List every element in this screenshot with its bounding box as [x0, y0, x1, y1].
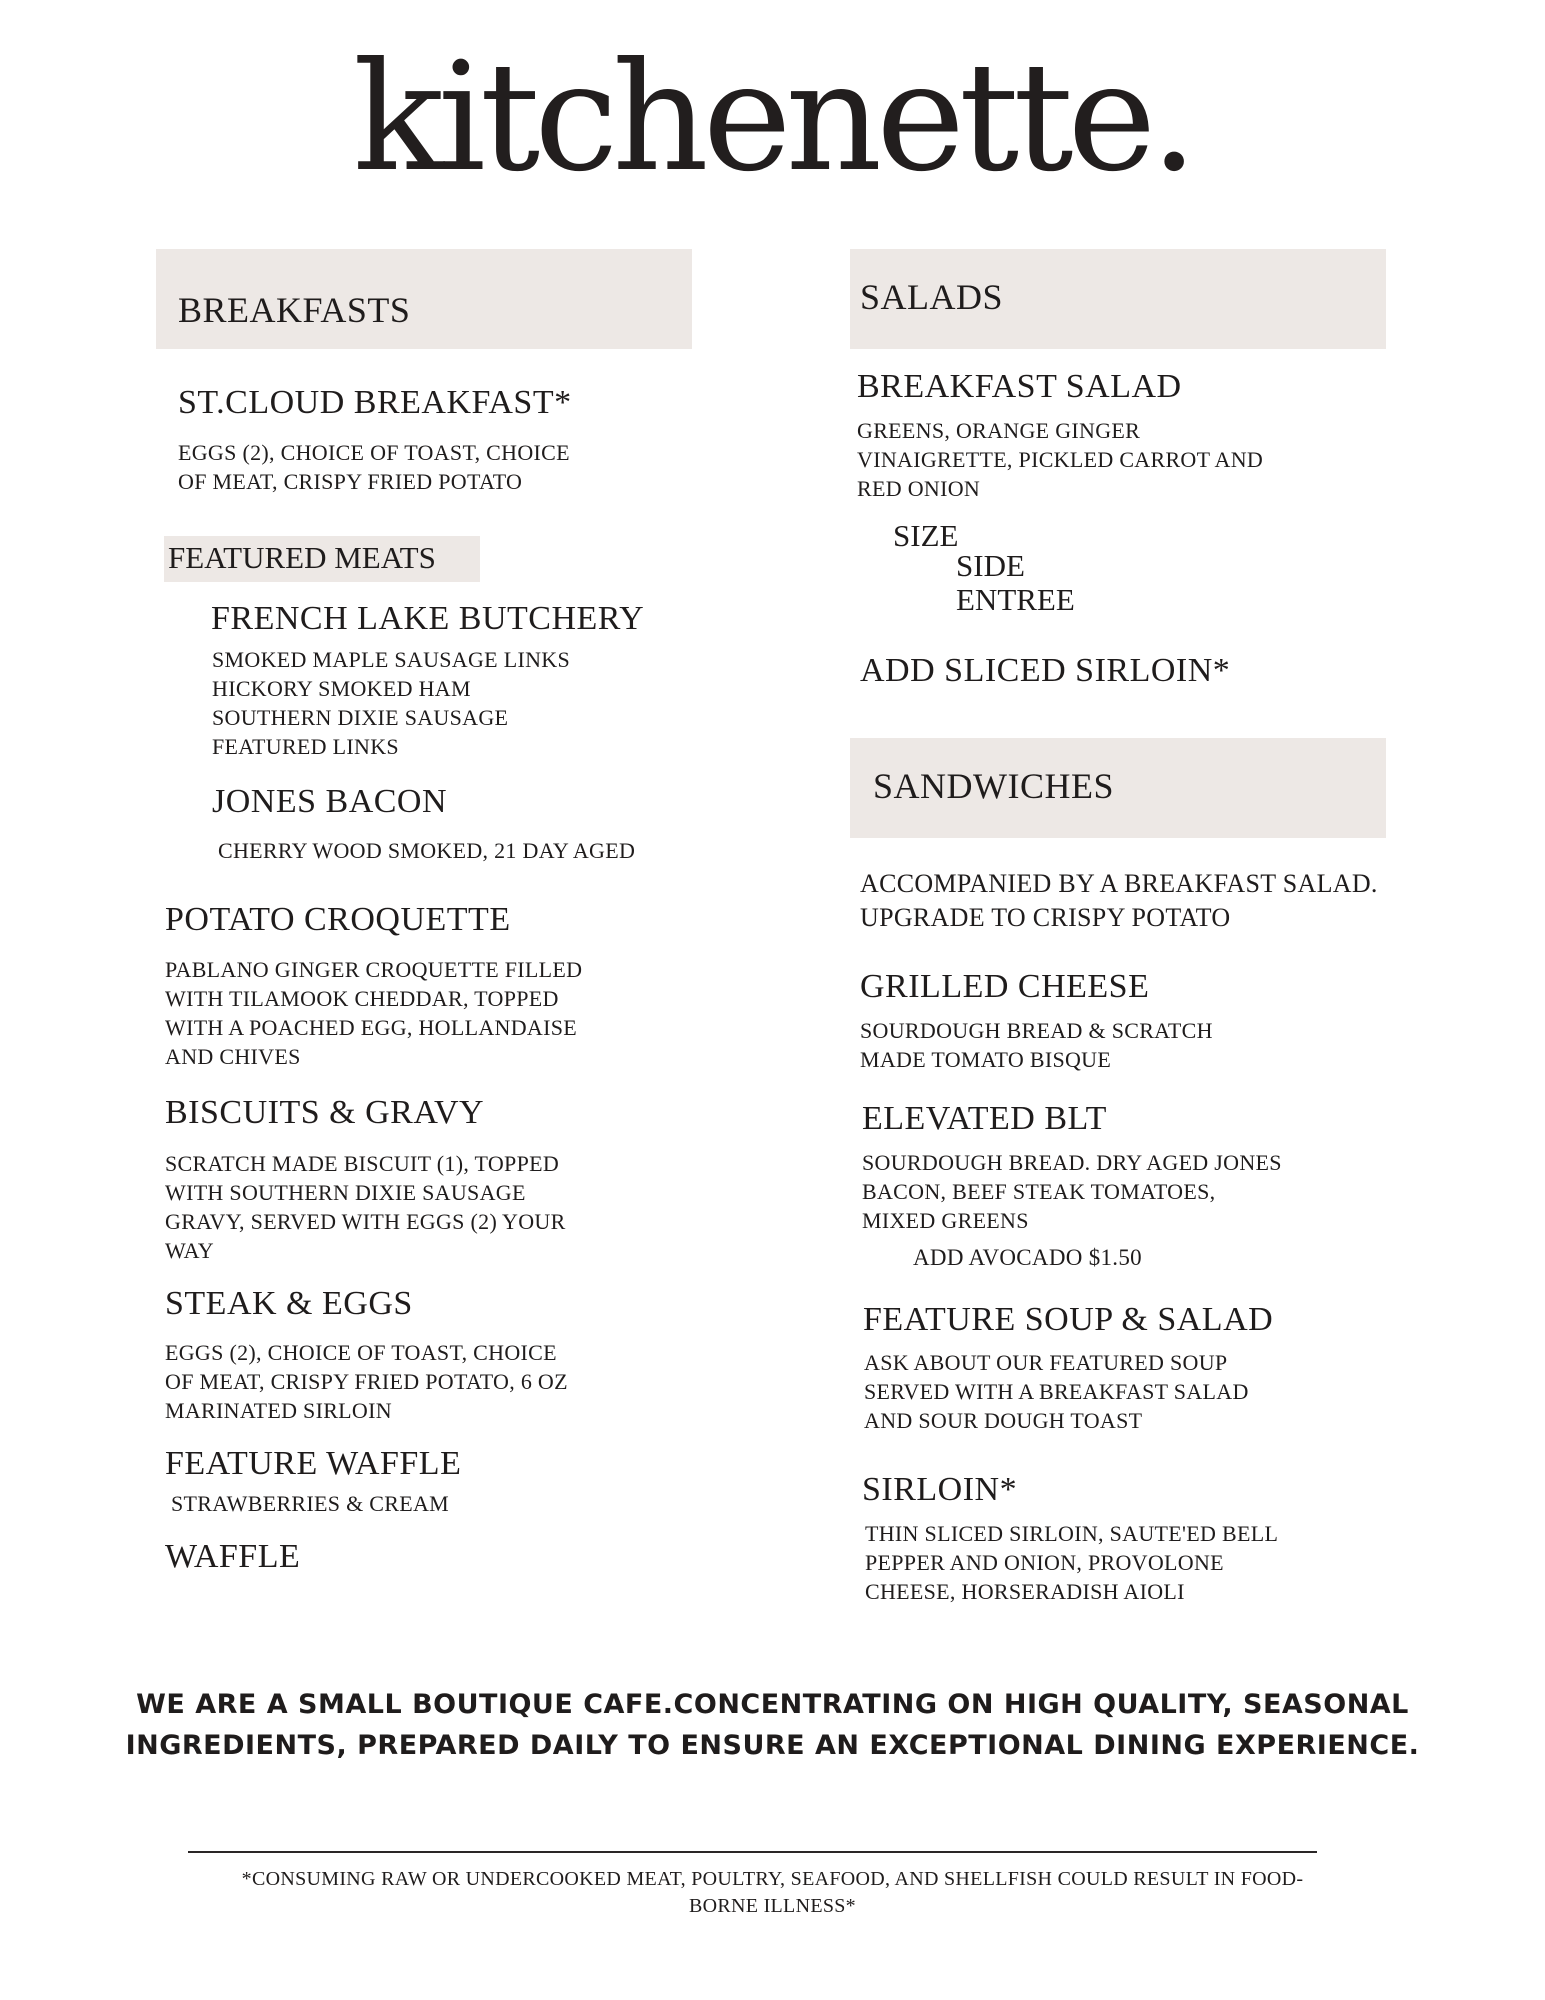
waffle-name: WAFFLE: [165, 1538, 301, 1575]
potato-croquette-desc: PABLANO GINGER CROQUETTE FILLED WITH TILAMOOK CHEDDAR, TOPPED WITH A POACHED EGG, HOLLANDAISE AND CHIVES: [165, 957, 583, 1069]
elevated-blt-desc: SOURDOUGH BREAD. DRY AGED JONES BACON, BEEF STEAK TOMATOES, MIXED GREENS: [862, 1150, 1282, 1233]
steak-eggs-desc: EGGS (2), CHOICE OF TOAST, CHOICE OF MEAT, CRISPY FRIED POTATO, 6 OZ MARINATED SIRLOIN: [165, 1340, 568, 1423]
footer-divider: [188, 1851, 1317, 1853]
breakfasts-heading: BREAKFASTS: [178, 290, 411, 330]
breakfast-salad-name: BREAKFAST SALAD: [857, 368, 1182, 405]
blt-add-avocado: ADD AVOCADO $1.50: [913, 1245, 1142, 1270]
salad-size-side: SIDE: [956, 548, 1025, 583]
feature-waffle-name: FEATURE WAFFLE: [165, 1445, 462, 1482]
biscuits-gravy-name: BISCUITS & GRAVY: [165, 1094, 485, 1131]
sandwiches-heading: SANDWICHES: [873, 766, 1115, 806]
sandwiches-intro: ACCOMPANIED BY A BREAKFAST SALAD. UPGRADE TO CRISPY POTATO: [860, 869, 1378, 932]
add-sliced-sirloin: ADD SLICED SIRLOIN*: [860, 652, 1231, 689]
feature-soup-salad-desc: ASK ABOUT OUR FEATURED SOUP SERVED WITH A BREAKFAST SALAD AND SOUR DOUGH TOAST: [864, 1350, 1249, 1433]
salad-size-label: SIZE: [893, 518, 959, 553]
salad-size-entree: ENTREE: [956, 582, 1075, 617]
cafe-tagline: WE ARE A SMALL BOUTIQUE CAFE.CONCENTRATING ON HIGH QUALITY, SEASONAL INGREDIENTS, PREPARED DAILY TO ENSURE AN EXCEPTIONAL DINING EXPERIENCE.: [125, 1689, 1420, 1761]
stcloud-breakfast-desc: EGGS (2), CHOICE OF TOAST, CHOICE OF MEAT, CRISPY FRIED POTATO: [178, 440, 570, 494]
butchery-items: SMOKED MAPLE SAUSAGE LINKS HICKORY SMOKED HAM SOUTHERN DIXIE SAUSAGE FEATURED LINKS: [212, 647, 570, 759]
jones-bacon-name: JONES BACON: [212, 783, 448, 820]
steak-eggs-name: STEAK & EGGS: [165, 1285, 413, 1322]
stcloud-breakfast-name: ST.CLOUD BREAKFAST*: [178, 384, 572, 421]
grilled-cheese-name: GRILLED CHEESE: [860, 968, 1150, 1005]
potato-croquette-name: POTATO CROQUETTE: [165, 901, 511, 938]
brand-logo: kitchenette.: [353, 31, 1192, 205]
raw-food-disclaimer: *CONSUMING RAW OR UNDERCOOKED MEAT, POULTRY, SEAFOOD, AND SHELLFISH COULD RESULT IN FOOD- BORNE ILLNESS*: [241, 1868, 1304, 1917]
featured-meats-heading: FEATURED MEATS: [168, 540, 436, 575]
grilled-cheese-desc: SOURDOUGH BREAD & SCRATCH MADE TOMATO BISQUE: [860, 1018, 1213, 1072]
salads-heading: SALADS: [860, 277, 1004, 317]
breakfast-salad-desc: GREENS, ORANGE GINGER VINAIGRETTE, PICKLED CARROT AND RED ONION: [857, 418, 1264, 501]
sirloin-name: SIRLOIN*: [862, 1471, 1018, 1508]
biscuits-gravy-desc: SCRATCH MADE BISCUIT (1), TOPPED WITH SOUTHERN DIXIE SAUSAGE GRAVY, SERVED WITH EGGS (2) YOUR WAY: [165, 1151, 566, 1263]
feature-waffle-desc: STRAWBERRIES & CREAM: [171, 1491, 450, 1516]
french-lake-butchery-name: FRENCH LAKE BUTCHERY: [211, 600, 645, 637]
sirloin-desc: THIN SLICED SIRLOIN, SAUTE'ED BELL PEPPER AND ONION, PROVOLONE CHEESE, HORSERADISH AIOLI: [865, 1521, 1279, 1604]
elevated-blt-name: ELEVATED BLT: [862, 1100, 1107, 1137]
jones-bacon-desc: CHERRY WOOD SMOKED, 21 DAY AGED: [218, 838, 636, 863]
feature-soup-salad-name: FEATURE SOUP & SALAD: [863, 1301, 1274, 1338]
